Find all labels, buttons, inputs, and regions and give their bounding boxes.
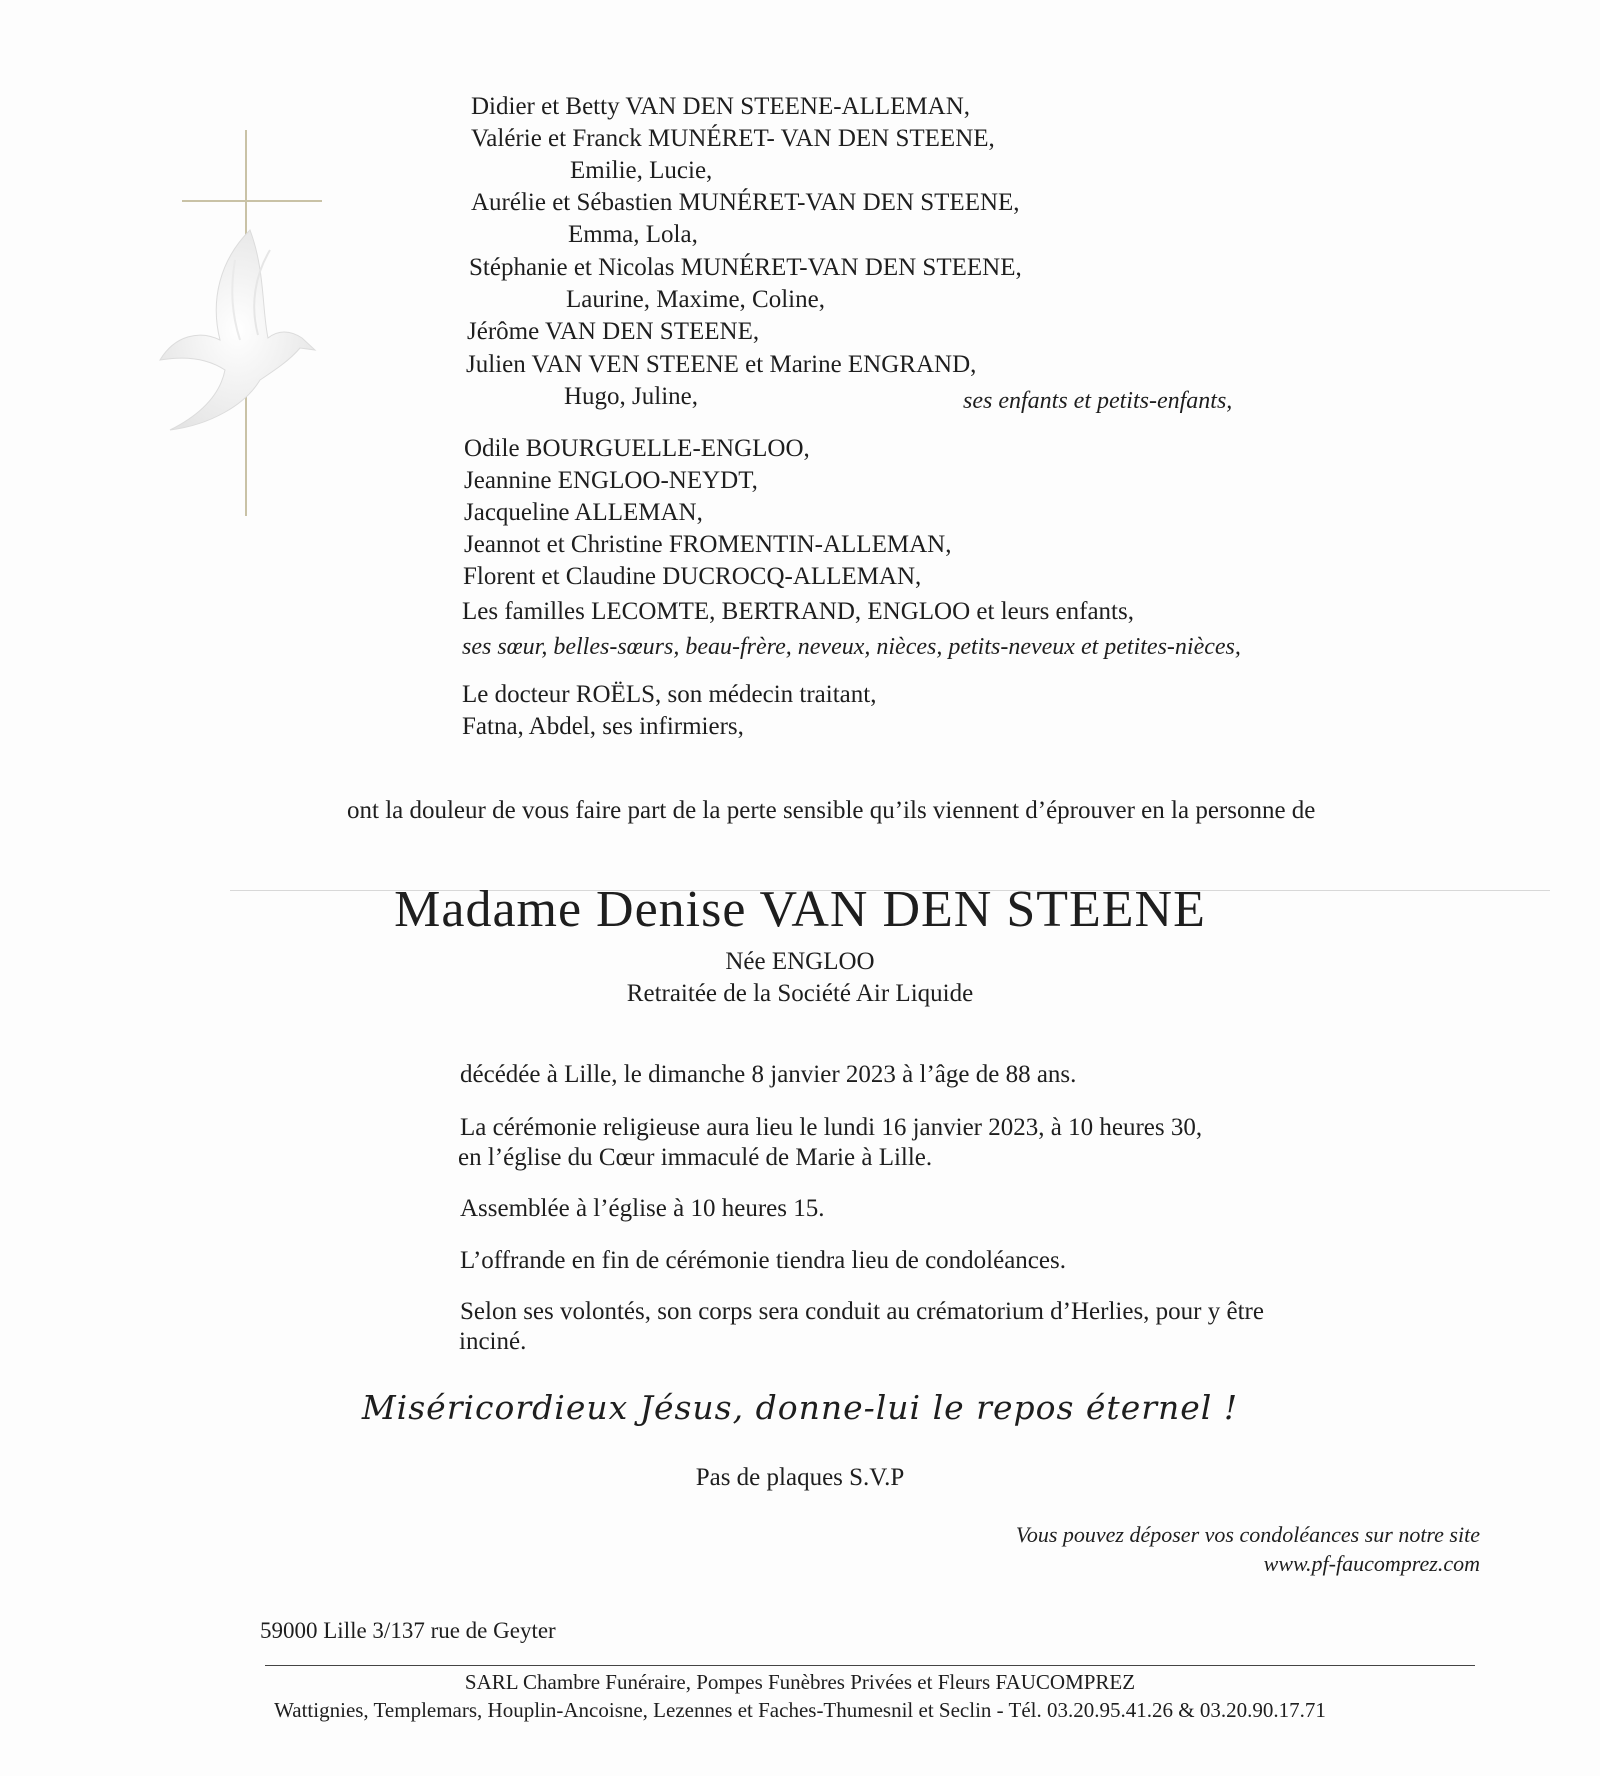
cross-bar [182,200,322,202]
condolences-text: Vous pouvez déposer vos condoléances sur notre site [1015,1522,1480,1547]
birth-name: Née ENGLOO [725,948,875,975]
family-line: Jérôme VAN DEN STEENE, [467,318,760,345]
detail-line: en l’église du Cœur immaculé de Marie à Lille. [458,1144,933,1171]
detail-line: Assemblée à l’église à 10 heures 15. [460,1195,825,1222]
condolences-link[interactable]: www.pf-faucomprez.com [1263,1551,1480,1576]
no-plaques-note: Pas de plaques S.V.P [695,1464,905,1491]
prayer-text: Miséricordieux Jésus, donne-lui le repos éternel ! [361,1388,1239,1427]
family-line: Emma, Lola, [568,221,698,248]
family-line: Les familles LECOMTE, BERTRAND, ENGLOO et leurs enfants, [462,598,1134,625]
dove-icon [150,220,330,440]
family-line: Jeannot et Christine FROMENTIN-ALLEMAN, [464,531,952,558]
deceased-name: Madame Denise VAN DEN STEENE [394,881,1206,938]
detail-line: décédée à Lille, le dimanche 8 janvier 2023 à l’âge de 88 ans. [460,1061,1077,1088]
occupation: Retraitée de la Société Air Liquide [626,980,974,1007]
siblings-caption: ses sœur, belles-sœurs, beau-frère, neveux, nièces, petits-neveux et petites-nièces, [462,634,1241,660]
family-line: Laurine, Maxime, Coline, [566,286,825,313]
detail-line: L’offrande en fin de cérémonie tiendra lieu de condoléances. [460,1247,1066,1274]
family-line: Valérie et Franck MUNÉRET- VAN DEN STEENE, [471,125,995,152]
footer-locations: Wattignies, Templemars, Houplin-Ancoisne, Lezennes et Faches-Thumesnil et Seclin - Tél. 03.20.95.41.26 & 03.20.90.17.71 [274,1698,1326,1722]
medical-line: Le docteur ROËLS, son médecin traitant, [462,681,877,708]
footer-company: SARL Chambre Funéraire, Pompes Funèbres Privées et Fleurs FAUCOMPREZ [464,1670,1136,1694]
family-line: Jacqueline ALLEMAN, [464,499,703,526]
family-line: Aurélie et Sébastien MUNÉRET-VAN DEN STEENE, [471,189,1020,216]
family-line: Emilie, Lucie, [570,157,713,184]
footer-divider [265,1665,1475,1666]
announcement-text: ont la douleur de vous faire part de la perte sensible qu’ils viennent d’éprouver en la personne de [347,797,1316,824]
family-line: Florent et Claudine DUCROCQ-ALLEMAN, [463,563,922,590]
detail-line: inciné. [459,1328,527,1355]
family-line: Julien VAN VEN STEENE et Marine ENGRAND, [466,351,977,378]
family-line: Jeannine ENGLOO-NEYDT, [464,467,758,494]
family-line: Odile BOURGUELLE-ENGLOO, [464,435,810,462]
address: 59000 Lille 3/137 rue de Geyter [260,1618,556,1643]
family-line: Hugo, Juline, [564,383,699,410]
medical-line: Fatna, Abdel, ses infirmiers, [462,713,744,740]
children-caption: ses enfants et petits-enfants, [963,388,1233,414]
detail-line: Selon ses volontés, son corps sera conduit au crématorium d’Herlies, pour y être [460,1298,1264,1325]
detail-line: La cérémonie religieuse aura lieu le lundi 16 janvier 2023, à 10 heures 30, [460,1114,1203,1141]
family-line: Didier et Betty VAN DEN STEENE-ALLEMAN, [471,93,971,120]
family-line: Stéphanie et Nicolas MUNÉRET-VAN DEN STEENE, [469,254,1022,281]
